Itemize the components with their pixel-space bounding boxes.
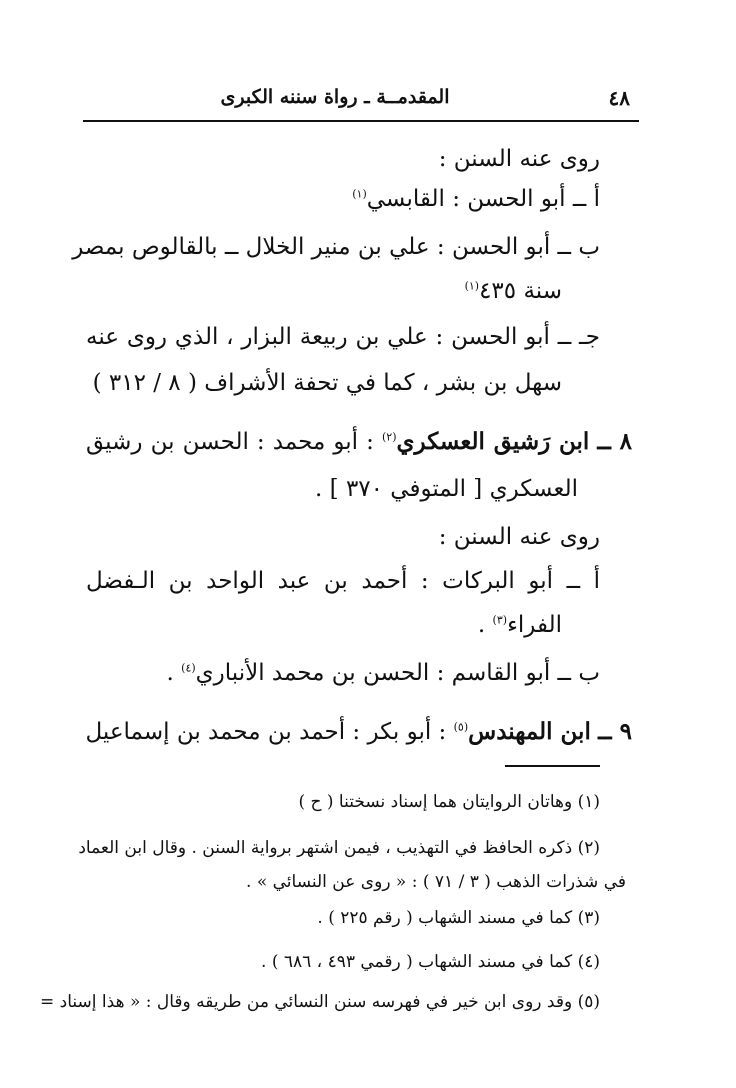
body-line-2-text: أ ــ أبو الحسن : القابسي [366, 186, 600, 212]
body-line-4 [380, 278, 562, 306]
footnote-ref-4: (٤) [181, 661, 196, 675]
entry-8-number: ٨ ــ [597, 428, 633, 455]
body-line-9: روى عنه السنن : [438, 524, 600, 550]
body-line-11-text: الفراء [507, 612, 562, 638]
footnote-ref-2: (٢) [382, 430, 397, 444]
body-line-4-text: سنة ٤٣٥ [479, 278, 562, 304]
header-rule [83, 120, 639, 122]
body-line-1: روى عنه السنن : [438, 146, 600, 172]
entry-8-name: ابن رَشيق العسكري [396, 428, 590, 455]
entry-8-heading [86, 428, 632, 457]
body-line-11-end: . [477, 612, 486, 638]
footnote-rule [505, 765, 600, 767]
footnote-ref-5: (٥) [453, 720, 469, 734]
footnote-2-line-2: في شذرات الذهب ( ٣ / ٧١ ) : « روى عن النسائي » . [246, 872, 626, 892]
footnote-ref-1b: (١) [464, 279, 480, 293]
footnote-2-line-1: (٢) ذكره الحافظ في التهذيب ، فيمن اشتهر برواية السنن . وقال ابن العماد [78, 838, 600, 858]
footnote-3: (٣) كما في مسند الشهاب ( رقم ٢٢٥ ) . [317, 908, 600, 928]
footnote-5: (٥) وقد روى ابن خير في فهرسه سنن النسائي من طريقه وقال : « هذا إسناد = [40, 992, 600, 1012]
body-line-2 [300, 186, 600, 214]
entry-9-rest: : أبو بكر : أحمد بن محمد بن إسماعيل [85, 719, 447, 745]
body-line-5: جـ ــ أبو الحسن : علي بن ربيعة البزار ، الذي روى عنه [86, 324, 600, 350]
footnote-4: (٤) كما في مسند الشهاب ( رقمي ٤٩٣ ، ٦٨٦ ) . [261, 952, 600, 972]
body-line-12-end: . [166, 660, 174, 686]
footnote-ref-3: (٣) [492, 613, 508, 627]
body-line-12-text: ب ــ أبو القاسم : الحسن بن محمد الأنباري [195, 660, 600, 686]
entry-8-rest: : أبو محمد : الحسن بن رشيق [86, 429, 374, 455]
body-line-3: ب ــ أبو الحسن : علي بن منير الخلال ــ بالقالوص بمصر [72, 234, 600, 260]
footnote-1: (١) وهاتان الروايتان هما إسناد نسختنا ( ح ) [298, 792, 600, 812]
body-line-8: العسكري [ المتوفي ٣٧٠ ] . [315, 476, 578, 502]
entry-9-name: ابن المهندس [468, 718, 591, 745]
footnote-ref-1: (١) [352, 187, 367, 201]
page-number: ٤٨ [608, 86, 630, 110]
entry-9-heading [86, 718, 632, 747]
body-line-6: سهل بن بشر ، كما في تحفة الأشراف ( ٨ / ٣١٢ ) [92, 370, 562, 396]
body-line-10: أ ــ أبو البركات : أحمد بن عبد الواحد بن الـفضل [86, 568, 600, 594]
body-line-12 [160, 660, 600, 688]
running-title: المقدمــة ـ رواة سننه الكبرى [220, 86, 450, 108]
body-line-11 [420, 612, 562, 640]
entry-9-number: ٩ ــ [598, 718, 632, 745]
